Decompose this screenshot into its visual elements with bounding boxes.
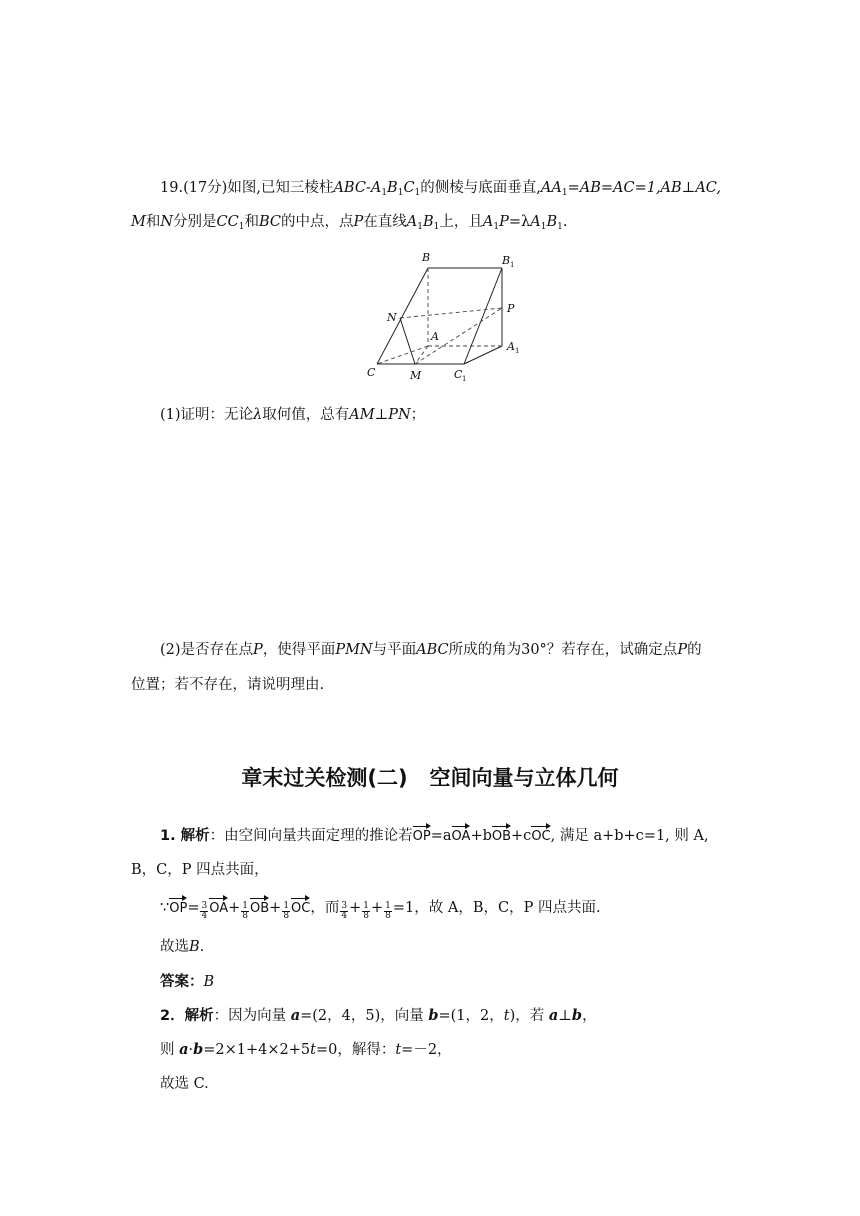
problem19-line2: M和N分别是$CC_1$和BC的中点，点P在直线$A_1B_1$上，且$A_1P=\lambda A_1B_1$. bbox=[131, 214, 568, 232]
solution2-line2: 则 a·b=2×1+4×2+5t=0，解得：t=－2， bbox=[160, 1041, 452, 1058]
problem19-line1: 19.(17分)如图,已知三棱柱ABC-$A_1B_1C_1$的侧棱与底面垂直$,AA_1=AB=AC=1,AB\perp AC$, bbox=[160, 180, 721, 198]
solution1-line2: B，C，P 四点共面， bbox=[131, 862, 269, 878]
solution2-line1: 2．解析：因为向量 a=(2，4，5)，向量 b=(1，2，t)，若 a⊥b， bbox=[160, 1007, 597, 1024]
label-P: P bbox=[507, 302, 515, 315]
svg-text:1: 1 bbox=[510, 261, 515, 269]
label-A: A bbox=[431, 330, 439, 343]
label-C1: C bbox=[454, 368, 463, 381]
solution1-line1: 1. 解析：由空间向量共面定理的推论若OP=aOA+bOB+cOC, 满足 a+b+c=1, 则 A, bbox=[160, 826, 709, 847]
prism-figure bbox=[360, 248, 530, 383]
part2-line2: 位置；若不存在，请说明理由. bbox=[131, 677, 325, 693]
solution1-line3: ∵OP= $\frac{3}{4}$ OA+ $\frac{1}{8}$ OB+ $\frac{1}{8}$ OC，而 $\frac{3}{4}$ + $\frac{1}{8}$ + $\frac{1}{8}$ =1，故 A，B，C，P 四点共面. bbox=[160, 900, 601, 921]
label-C: C bbox=[367, 366, 376, 379]
solution2-line3: 故选 C. bbox=[160, 1076, 209, 1092]
section-title: 章末过关检测(二) 空间向量与立体几何 bbox=[241, 766, 619, 790]
solution1-answer: 答案：B bbox=[160, 974, 215, 990]
part2-line1: (2)是否存在点P，使得平面PMN与平面ABC所成的角为30°？若存在，试确定点P的 bbox=[160, 642, 702, 658]
label-M: M bbox=[410, 369, 422, 382]
label-B1: B bbox=[502, 254, 511, 267]
label-N: N bbox=[387, 311, 397, 324]
svg-text:1: 1 bbox=[462, 375, 467, 383]
svg-text:1: 1 bbox=[515, 347, 520, 355]
solution1-choose: 故选B. bbox=[160, 939, 205, 955]
label-B: B bbox=[422, 251, 431, 264]
label-A1: A bbox=[507, 340, 515, 353]
part1-text: (1)证明：无论λ取何值，总有AM⊥PN； bbox=[160, 407, 426, 423]
